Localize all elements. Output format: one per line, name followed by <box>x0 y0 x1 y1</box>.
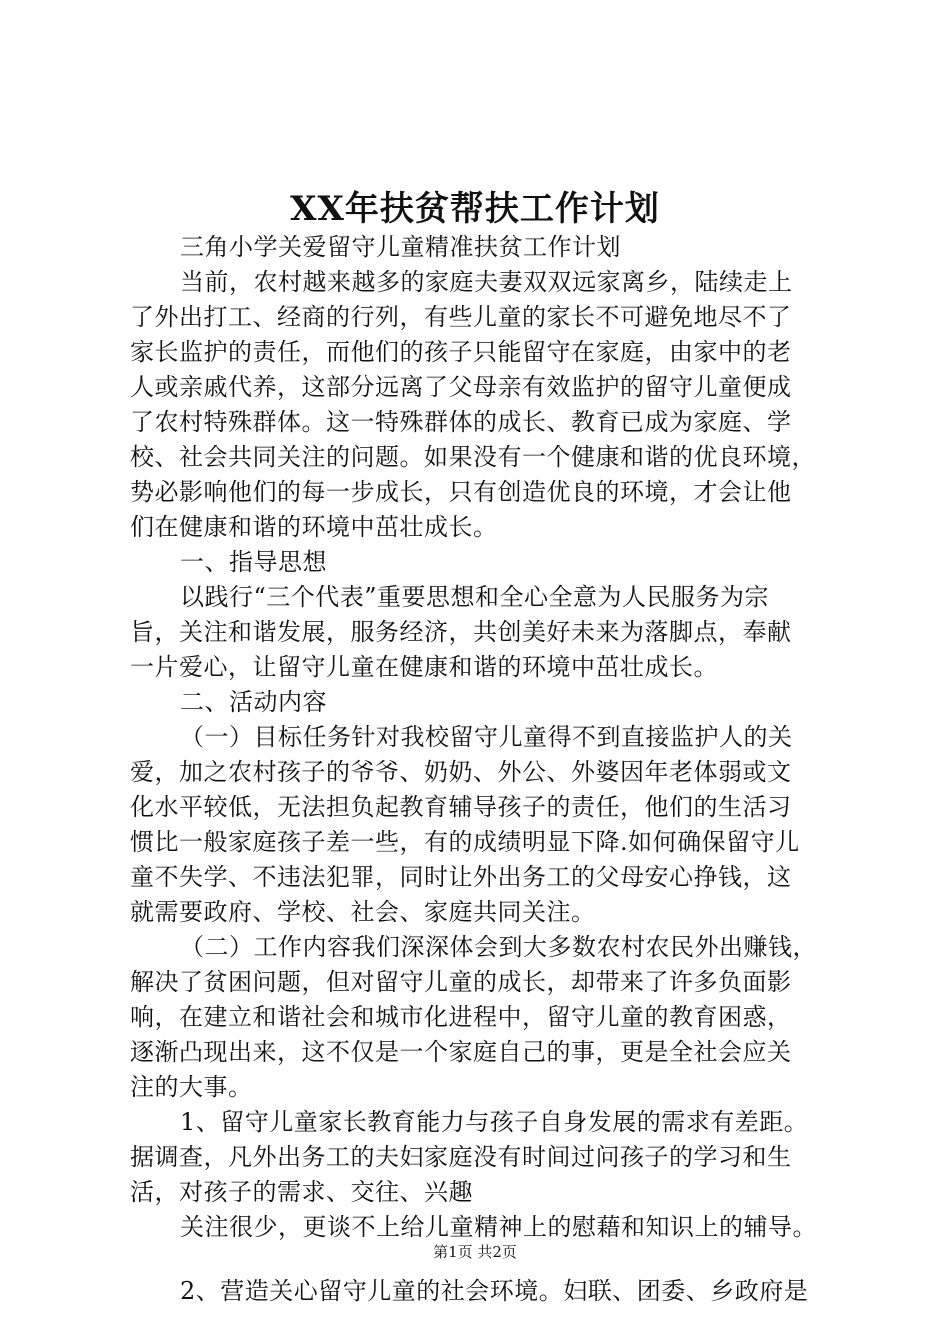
section-heading: 二、活动内容 <box>180 688 327 716</box>
paragraph-line: 一片爱心，让留守儿童在健康和谐的环境中茁壮成长。 <box>130 653 718 681</box>
paragraph-line: 1、留守儿童家长教育能力与孩子自身发展的需求有差距。 <box>180 1108 809 1136</box>
paragraph-line: 逐渐凸现出来，这不仅是一个家庭自己的事，更是全社会应关 <box>130 1038 792 1066</box>
subtitle-line: 三角小学关爱留守儿童精准扶贫工作计划 <box>180 233 621 261</box>
paragraph-line: 们在健康和谐的环境中茁壮成长。 <box>130 513 498 541</box>
paragraph-line: 校、社会共同关注的问题。如果没有一个健康和谐的优良环境， <box>130 443 816 471</box>
paragraph-line: 响，在建立和谐社会和城市化进程中，留守儿童的教育困惑， <box>130 1003 792 1031</box>
paragraph-line: 以践行“三个代表”重要思想和全心全意为人民服务为宗 <box>180 583 770 611</box>
paragraph-line: 关注很少，更谈不上给儿童精神上的慰藉和知识上的辅导。 <box>180 1213 817 1241</box>
paragraph-line: 2、营造关心留守儿童的社会环境。妇联、团委、乡政府是 <box>180 1277 809 1305</box>
paragraph-line: 童不失学、不违法犯罪，同时让外出务工的父母安心挣钱，这 <box>130 863 792 891</box>
paragraph-line: 解决了贫困问题，但对留守儿童的成长，却带来了许多负面影 <box>130 968 792 996</box>
paragraph-line: 爱，加之农村孩子的爷爷、奶奶、外公、外婆因年老体弱或文 <box>130 758 792 786</box>
paragraph-line: 旨，关注和谐发展，服务经济，共创美好未来为落脚点，奉献 <box>130 618 792 646</box>
paragraph-line: （一）目标任务针对我校留守儿童得不到直接监护人的关 <box>180 723 793 751</box>
paragraph-line: 家长监护的责任，而他们的孩子只能留守在家庭，由家中的老 <box>130 338 792 366</box>
paragraph-line: 惯比一般家庭孩子差一些，有的成绩明显下降.如何确保留守儿 <box>130 828 800 856</box>
paragraph-line: 据调查，凡外出务工的夫妇家庭没有时间过问孩子的学习和生 <box>130 1143 792 1171</box>
paragraph-line: 当前，农村越来越多的家庭夫妻双双远家离乡，陆续走上 <box>180 268 793 296</box>
document-title: XX年扶贫帮扶工作计划 <box>290 189 660 229</box>
document-body <box>130 230 836 1309</box>
paragraph-line: 注的大事。 <box>130 1073 253 1101</box>
paragraph-line: 了外出打工、经商的行列，有些儿童的家长不可避免地尽不了 <box>130 303 792 331</box>
page-number-footer: 第1页 共2页 <box>433 1243 517 1261</box>
paragraph-line: 就需要政府、学校、社会、家庭共同关注。 <box>130 898 596 926</box>
paragraph-line: 势必影响他们的每一步成长，只有创造优良的环境，才会让他 <box>130 478 792 506</box>
paragraph-line: 了农村特殊群体。这一特殊群体的成长、教育已成为家庭、学 <box>130 408 792 436</box>
paragraph-line: （二）工作内容我们深深体会到大多数农村农民外出赚钱， <box>180 933 817 961</box>
section-heading: 一、指导思想 <box>180 548 327 576</box>
paragraph-line: 活，对孩子的需求、交往、兴趣 <box>130 1178 473 1206</box>
paragraph-line: 化水平较低，无法担负起教育辅导孩子的责任，他们的生活习 <box>130 793 792 821</box>
paragraph-line: 人或亲戚代养，这部分远离了父母亲有效监护的留守儿童便成 <box>130 373 792 401</box>
